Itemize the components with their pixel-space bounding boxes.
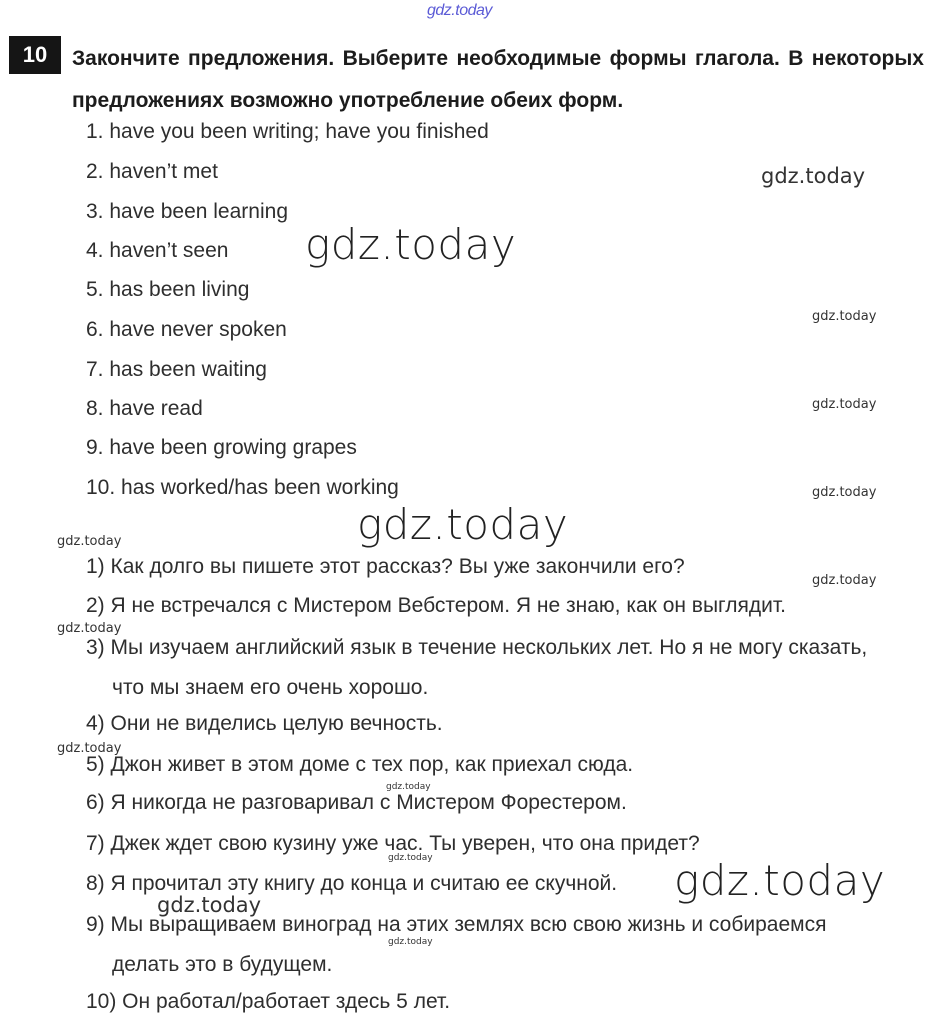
answer-item: 8. have read (86, 397, 203, 420)
watermark: gdz.today (305, 220, 517, 269)
translation-line: 3) Мы изучаем английский язык в течение нескольких лет. Но я не могу сказать, (86, 636, 868, 659)
answer-item: 2. haven’t met (86, 160, 218, 183)
answer-item: 5. has been living (86, 278, 250, 301)
top-watermark: gdz.today (427, 2, 492, 19)
translation-item: 5) Джон живет в этом доме с тех пор, как приехал сюда. (86, 753, 634, 776)
watermark: gdz.today (57, 741, 122, 756)
answer-item: 6. have never spoken (86, 318, 287, 341)
watermark: gdz.today (761, 164, 866, 188)
watermark: gdz.today (357, 500, 569, 549)
watermark: gdz.today (812, 309, 877, 324)
translation-line-continued: делать это в будущем. (112, 953, 333, 976)
watermark: gdz.today (157, 893, 262, 917)
watermark: gdz.today (674, 856, 886, 905)
translation-item: 8) Я прочитал эту книгу до конца и считаю ее скучной. (86, 872, 618, 895)
translation-item: 10) Он работал/работает здесь 5 лет. (86, 990, 451, 1013)
answer-item: 4. haven’t seen (86, 239, 229, 262)
answer-item: 10. has worked/has been working (86, 476, 399, 499)
answer-item: 7. has been waiting (86, 358, 267, 381)
watermark: gdz.today (388, 853, 433, 863)
translation-line-continued: что мы знаем его очень хорошо. (112, 676, 429, 699)
watermark: gdz.today (57, 534, 122, 549)
translation-item (86, 628, 924, 708)
exercise-instruction: Закончите предложения. Выберите необходимые формы глагола. В некоторых предложениях возможно употребление обеих форм. (72, 47, 924, 112)
answer-item: 1. have you been writing; have you finished (86, 120, 489, 143)
translation-item: 4) Они не виделись целую вечность. (86, 712, 443, 735)
answer-item: 3. have been learning (86, 200, 288, 223)
watermark: gdz.today (812, 485, 877, 500)
watermark: gdz.today (57, 621, 122, 636)
watermark: gdz.today (812, 573, 877, 588)
watermark: gdz.today (812, 397, 877, 412)
translation-item: 7) Джек ждет свою кузину уже час. Ты уверен, что она придет? (86, 832, 700, 855)
translation-item: 1) Как долго вы пишете этот рассказ? Вы уже закончили его? (86, 555, 685, 578)
translation-item: 2) Я не встречался с Мистером Вебстером. Я не знаю, как он выглядит. (86, 594, 786, 617)
watermark: gdz.today (388, 937, 433, 947)
translation-item: 6) Я никогда не разговаривал с Мистером Форестером. (86, 791, 627, 814)
exercise-number-badge: 10 (9, 36, 61, 74)
translation-line: 9) Мы выращиваем виноград на этих землях всю свою жизнь и собираемся (86, 913, 827, 936)
watermark: gdz.today (386, 782, 431, 792)
translation-item (86, 905, 924, 985)
answer-item: 9. have been growing grapes (86, 436, 357, 459)
